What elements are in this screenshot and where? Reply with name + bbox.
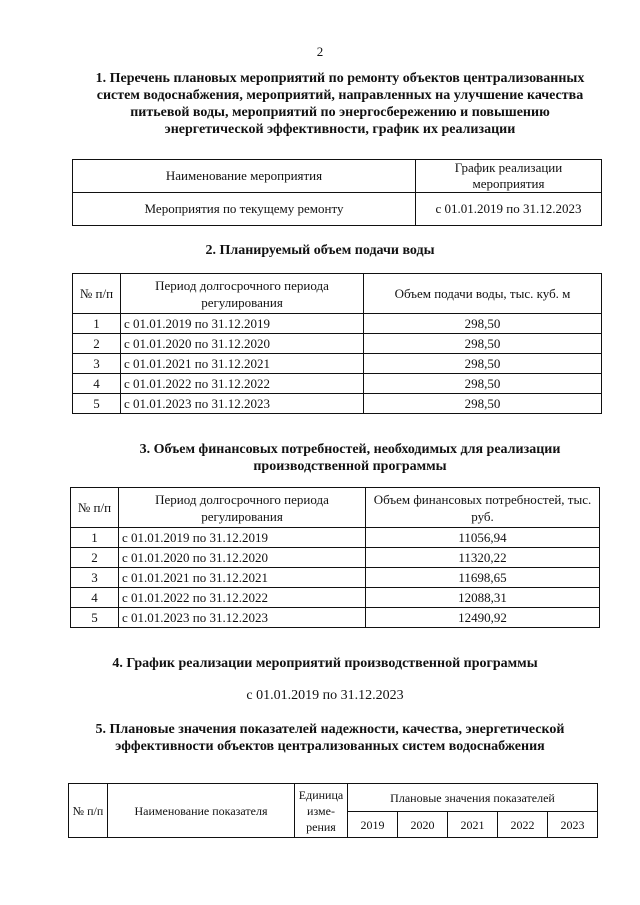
header-schedule: График реализации мероприятия <box>416 160 602 193</box>
financial-needs-table <box>70 487 600 628</box>
header-num: № п/п <box>71 488 119 528</box>
section2-title: 2. Планируемый объем подачи воды <box>205 243 435 258</box>
row-num: 5 <box>71 608 119 628</box>
row-num: 4 <box>73 374 121 394</box>
row-period: с 01.01.2021 по 31.12.2021 <box>121 354 364 374</box>
header-period: Период долгосрочного периода регулирования <box>119 488 366 528</box>
row-value: 298,50 <box>364 314 602 334</box>
table-row <box>73 374 602 394</box>
header-water-volume: Объем подачи воды, тыс. куб. м <box>364 274 602 314</box>
row-value: 298,50 <box>364 394 602 414</box>
row-period: с 01.01.2022 по 31.12.2022 <box>119 588 366 608</box>
row-period: с 01.01.2020 по 31.12.2020 <box>119 548 366 568</box>
activity-name-cell: Мероприятия по текущему ремонту <box>73 193 416 226</box>
section5-title: 5. Плановые значения показателей надежности, качества, энергетической эффективности объектов централизованных систем водоснабжения <box>95 722 565 754</box>
water-supply-table <box>72 273 602 414</box>
row-value: 11698,65 <box>366 568 600 588</box>
row-value: 11320,22 <box>366 548 600 568</box>
row-num: 2 <box>71 548 119 568</box>
row-period: с 01.01.2019 по 31.12.2019 <box>121 314 364 334</box>
table-row <box>71 548 600 568</box>
header-financial-volume: Объем финансовых потребностей, тыс. руб. <box>366 488 600 528</box>
row-period: с 01.01.2022 по 31.12.2022 <box>121 374 364 394</box>
header-year: 2019 <box>348 812 398 838</box>
row-period: с 01.01.2020 по 31.12.2020 <box>121 334 364 354</box>
row-num: 3 <box>71 568 119 588</box>
table-row <box>71 568 600 588</box>
header-year: 2021 <box>447 812 497 838</box>
table-row <box>73 334 602 354</box>
page-number: 2 <box>316 44 324 59</box>
header-activity-name: Наименование мероприятия <box>73 160 416 193</box>
row-num: 3 <box>73 354 121 374</box>
row-value: 12490,92 <box>366 608 600 628</box>
activities-table <box>72 159 602 226</box>
activity-schedule-cell: с 01.01.2019 по 31.12.2023 <box>416 193 602 226</box>
table-row <box>73 354 602 374</box>
header-period: Период долгосрочного периода регулирования <box>121 274 364 314</box>
header-num: № п/п <box>73 274 121 314</box>
row-period: с 01.01.2019 по 31.12.2019 <box>119 528 366 548</box>
indicators-table <box>68 783 598 838</box>
section1-title: 1. Перечень плановых мероприятий по ремонту объектов централизованных систем водоснабжения, мероприятий, направленных на улучшение качества питьевой воды, мероприятий по энергосбережению и повышению энергетической эффективности, график их реализации <box>95 71 585 137</box>
row-period: с 01.01.2023 по 31.12.2023 <box>119 608 366 628</box>
section4-period: с 01.01.2019 по 31.12.2023 <box>246 688 404 703</box>
row-num: 1 <box>73 314 121 334</box>
header-unit: Единица изме-рения <box>295 784 348 838</box>
row-value: 298,50 <box>364 334 602 354</box>
section4-title: 4. График реализации мероприятий производственной программы <box>112 656 538 671</box>
table-row <box>71 608 600 628</box>
header-planned-values: Плановые значения показателей <box>348 784 598 812</box>
row-period: с 01.01.2023 по 31.12.2023 <box>121 394 364 414</box>
header-year: 2020 <box>397 812 447 838</box>
row-period: с 01.01.2021 по 31.12.2021 <box>119 568 366 588</box>
row-value: 298,50 <box>364 354 602 374</box>
row-value: 11056,94 <box>366 528 600 548</box>
header-indicator-name: Наименование показателя <box>108 784 295 838</box>
table-row <box>73 314 602 334</box>
table-row <box>73 394 602 414</box>
table-row <box>71 588 600 608</box>
row-num: 2 <box>73 334 121 354</box>
row-num: 4 <box>71 588 119 608</box>
header-year: 2022 <box>497 812 547 838</box>
header-year: 2023 <box>547 812 597 838</box>
row-num: 5 <box>73 394 121 414</box>
row-value: 12088,31 <box>366 588 600 608</box>
row-value: 298,50 <box>364 374 602 394</box>
header-num: № п/п <box>69 784 108 838</box>
row-num: 1 <box>71 528 119 548</box>
table-row <box>71 528 600 548</box>
section3-title: 3. Объем финансовых потребностей, необходимых для реализации производственной программы <box>139 442 561 474</box>
